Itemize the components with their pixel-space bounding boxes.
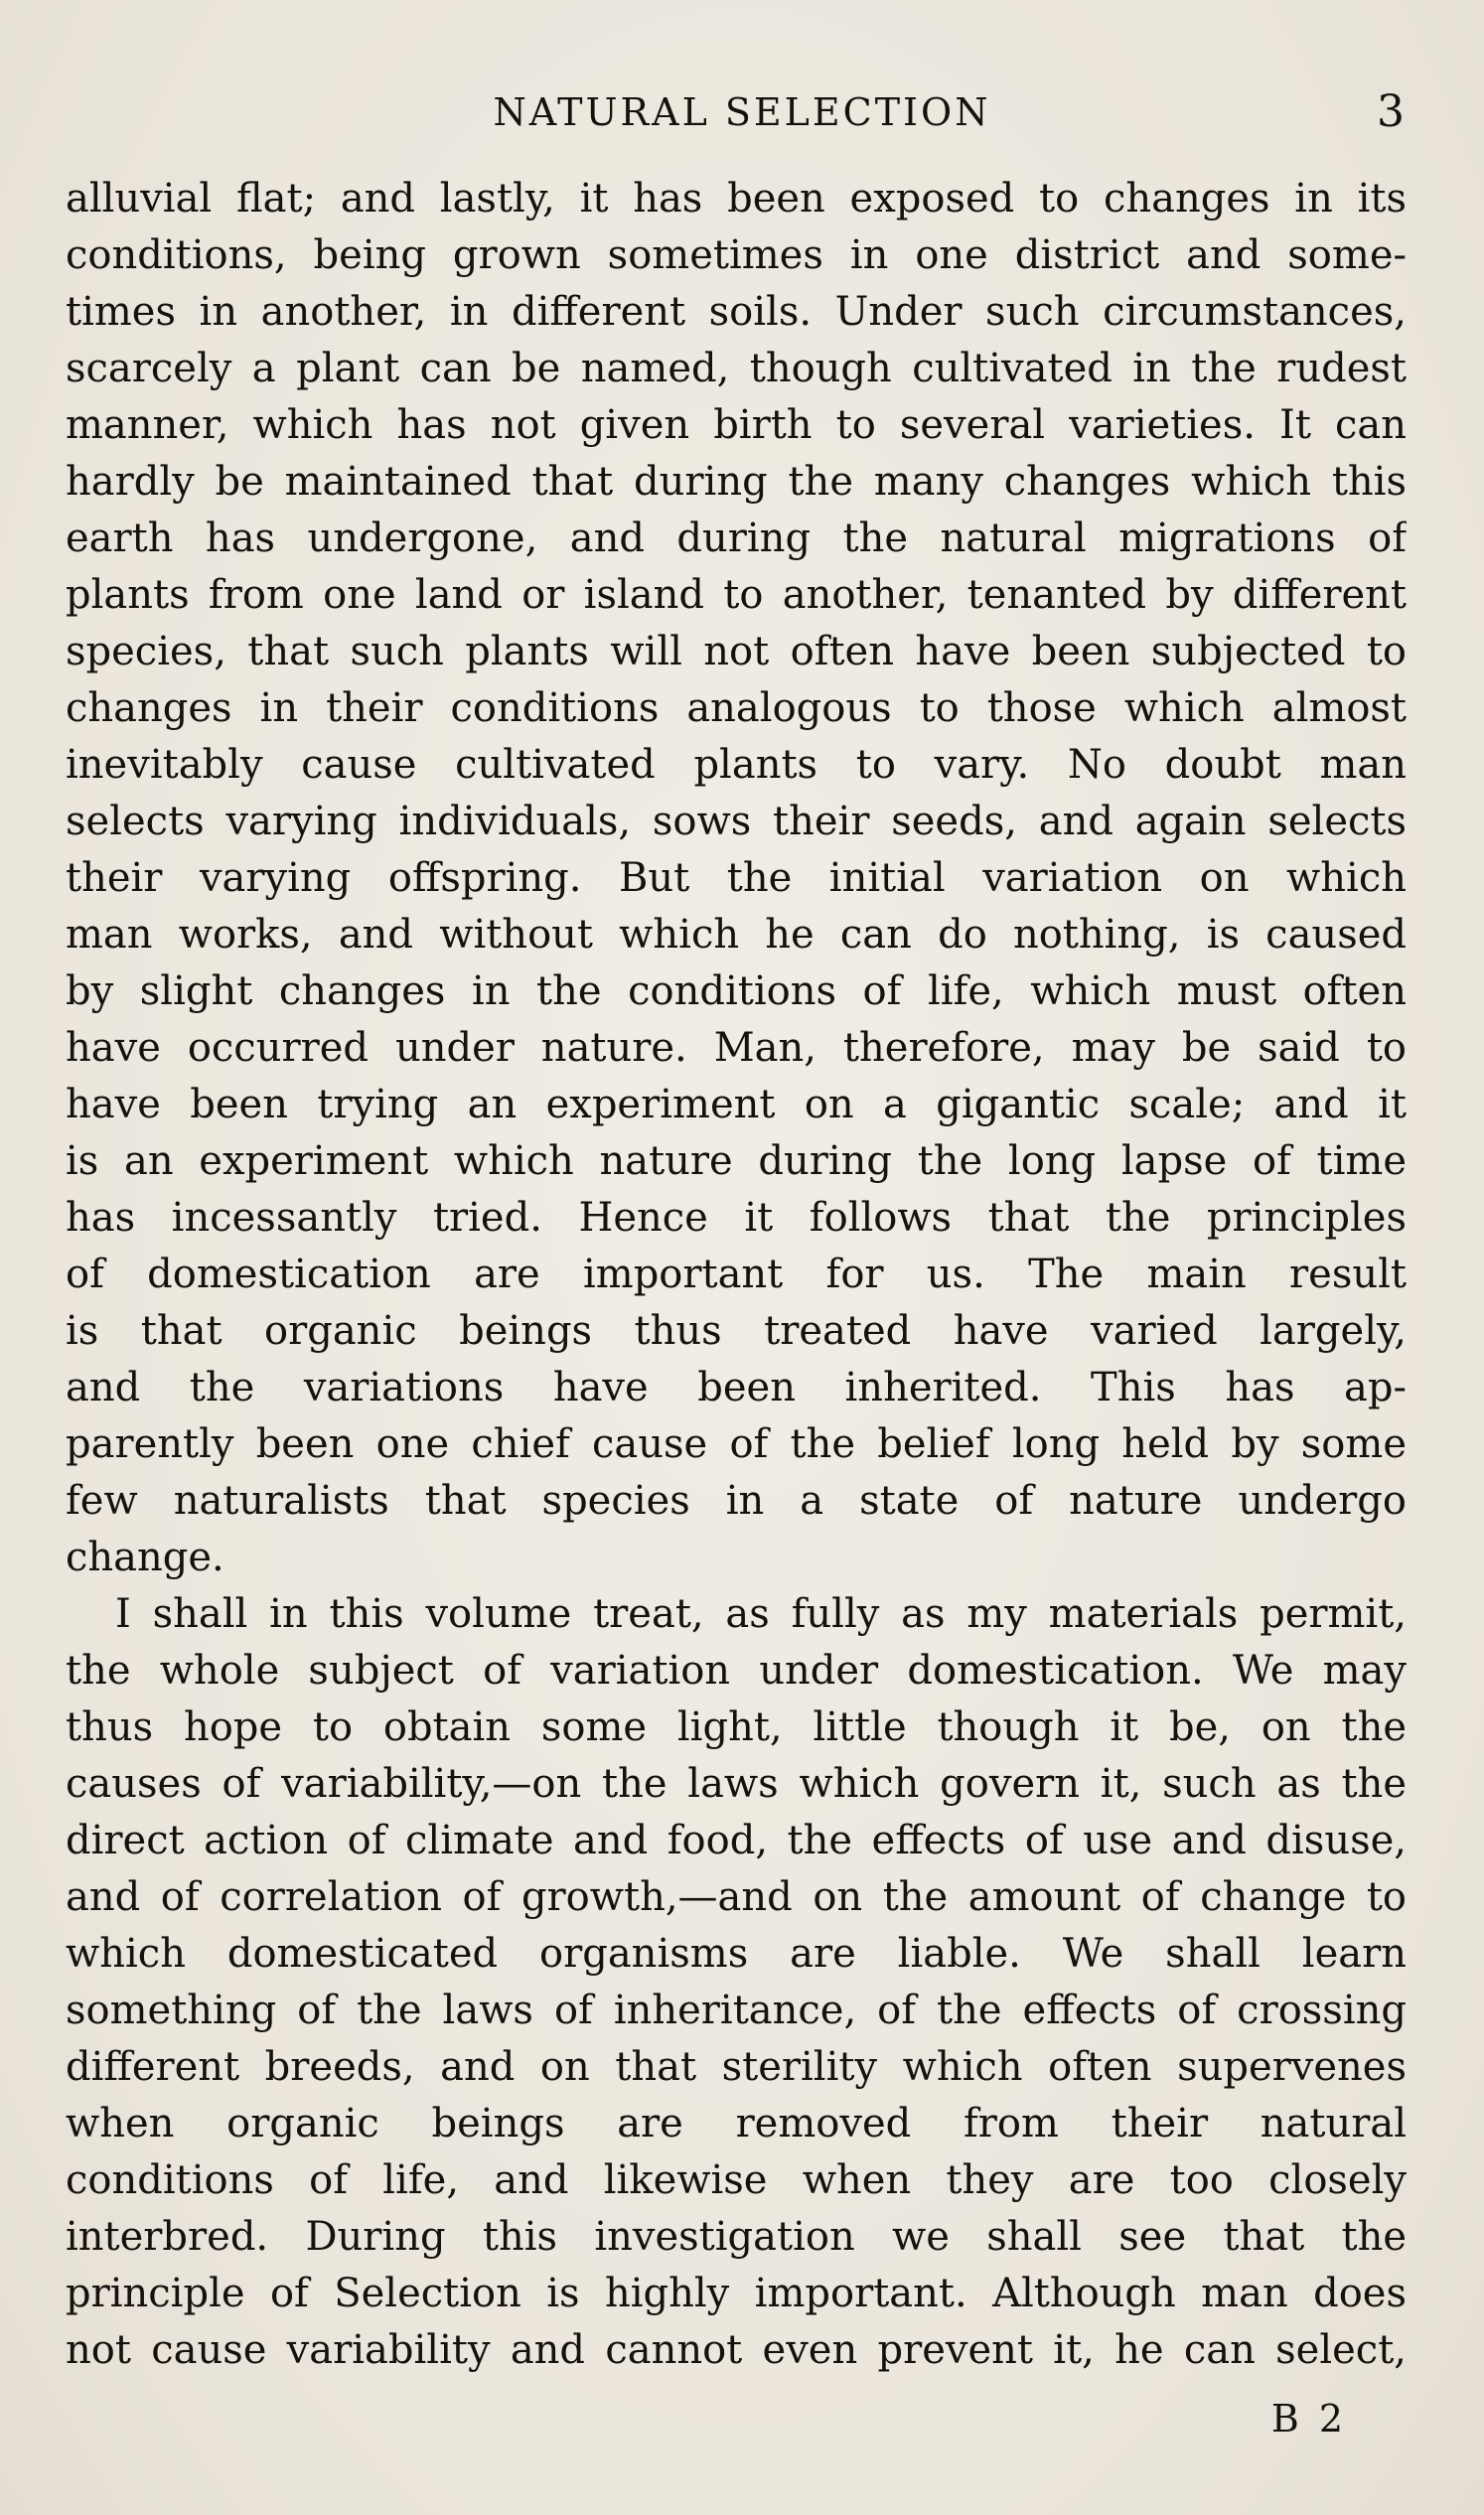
text-line: scarcely a plant can be named, though cultivated in the rudest bbox=[66, 346, 1407, 391]
text-line: have been trying an experiment on a gigantic scale; and it bbox=[66, 1082, 1407, 1127]
text-line: conditions of life, and likewise when they are too closely bbox=[66, 2157, 1407, 2203]
paragraph bbox=[66, 171, 1407, 1586]
text-line: hardly be maintained that during the many changes which this bbox=[66, 459, 1407, 505]
body-text bbox=[66, 171, 1407, 2379]
text-line: change. bbox=[66, 1535, 224, 1580]
running-head bbox=[0, 87, 1484, 137]
text-line: earth has undergone, and during the natural migrations of bbox=[66, 516, 1407, 561]
text-line: selects varying individuals, sows their seeds, and again selects bbox=[66, 799, 1407, 844]
text-line: parently been one chief cause of the belief long held by some bbox=[66, 1421, 1407, 1467]
text-line: alluvial flat; and lastly, it has been exposed to changes in its bbox=[66, 176, 1407, 222]
text-line: species, that such plants will not often have been subjected to bbox=[66, 629, 1407, 674]
text-line: times in another, in different soils. Under such circumstances, bbox=[66, 289, 1407, 335]
text-line: has incessantly tried. Hence it follows that the principles bbox=[66, 1195, 1407, 1241]
text-line: by slight changes in the conditions of life, which must often bbox=[66, 968, 1407, 1014]
paragraph bbox=[66, 1586, 1407, 2379]
text-line: something of the laws of inheritance, of the effects of crossing bbox=[66, 1988, 1407, 2033]
text-line: plants from one land or island to another, tenanted by different bbox=[66, 572, 1407, 618]
text-line: and of correlation of growth,—and on the amount of change to bbox=[66, 1874, 1407, 1920]
text-line: conditions, being grown sometimes in one district and some- bbox=[66, 232, 1407, 278]
text-line: when organic beings are removed from their natural bbox=[66, 2101, 1407, 2146]
text-line: have occurred under nature. Man, therefore, may be said to bbox=[66, 1025, 1407, 1071]
text-line: manner, which has not given birth to several varieties. It can bbox=[66, 402, 1407, 448]
text-line: few naturalists that species in a state of nature undergo bbox=[66, 1478, 1407, 1524]
text-line: I shall in this volume treat, as fully as my materials permit, bbox=[115, 1591, 1407, 1637]
text-line: their varying offspring. But the initial variation on which bbox=[66, 855, 1407, 901]
text-line: thus hope to obtain some light, little though it be, on the bbox=[66, 1704, 1407, 1750]
text-line: is that organic beings thus treated have varied largely, bbox=[66, 1308, 1407, 1354]
text-line: the whole subject of variation under domestication. We may bbox=[66, 1648, 1407, 1694]
text-line: is an experiment which nature during the long lapse of time bbox=[66, 1138, 1407, 1184]
text-line: interbred. During this investigation we shall see that the bbox=[66, 2214, 1407, 2260]
running-title: NATURAL SELECTION bbox=[493, 90, 991, 134]
page-number: 3 bbox=[1377, 86, 1405, 137]
text-line: different breeds, and on that sterility which often supervenes bbox=[66, 2044, 1407, 2090]
text-line: which domesticated organisms are liable. We shall learn bbox=[66, 1931, 1407, 1977]
text-line: and the variations have been inherited. This has ap- bbox=[66, 1365, 1407, 1410]
text-line: inevitably cause cultivated plants to vary. No doubt man bbox=[66, 742, 1407, 788]
printer-signature-mark: B 2 bbox=[1270, 2397, 1347, 2441]
text-line: of domestication are important for us. The main result bbox=[66, 1252, 1407, 1297]
text-line: man works, and without which he can do nothing, is caused bbox=[66, 912, 1407, 958]
text-line: changes in their conditions analogous to those which almost bbox=[66, 685, 1407, 731]
text-line: causes of variability,—on the laws which govern it, such as the bbox=[66, 1761, 1407, 1807]
text-line: not cause variability and cannot even prevent it, he can select, bbox=[66, 2327, 1407, 2373]
text-line: principle of Selection is highly important. Although man does bbox=[66, 2271, 1407, 2316]
text-line: direct action of climate and food, the effects of use and disuse, bbox=[66, 1818, 1407, 1863]
